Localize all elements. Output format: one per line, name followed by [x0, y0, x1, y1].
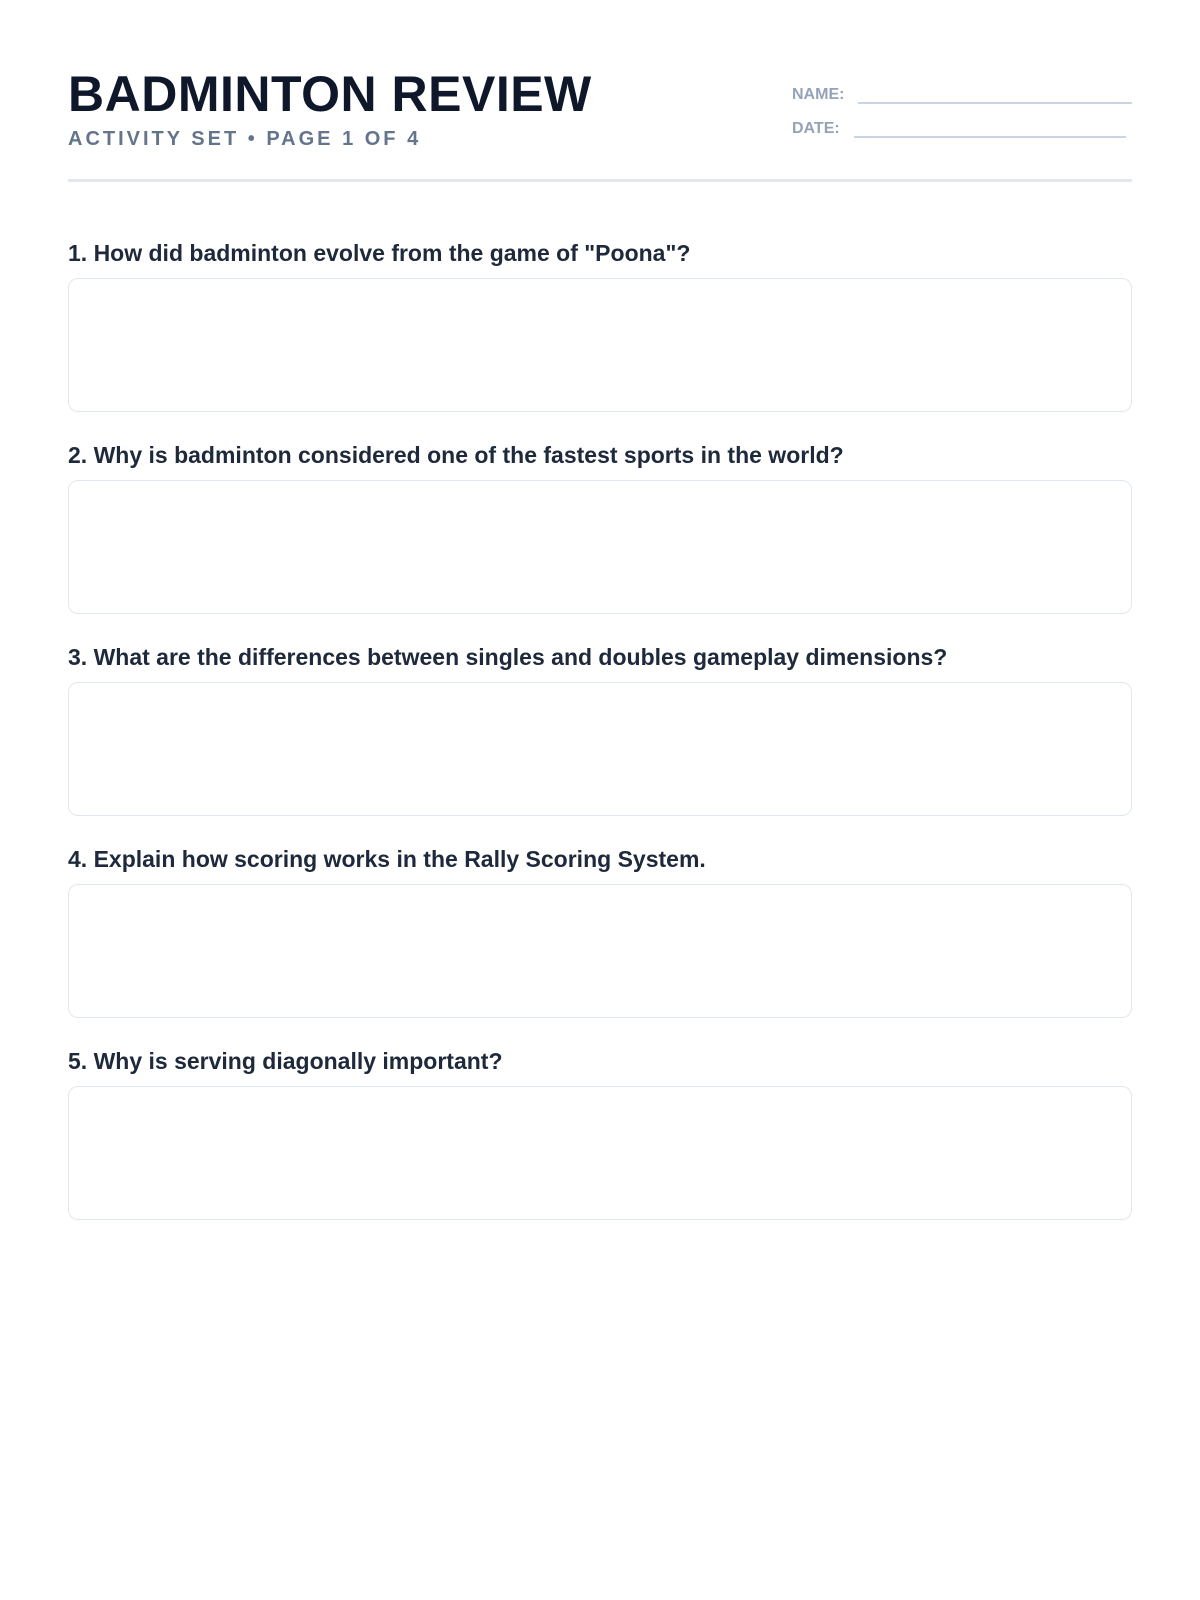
date-field[interactable]: [854, 136, 1126, 138]
date-row: [792, 116, 1132, 138]
question-item: [68, 440, 1132, 642]
date-label: DATE:: [792, 120, 840, 137]
question-text: 2. Why is badminton considered one of the fastest sports in the world?: [68, 442, 844, 468]
answer-box[interactable]: [68, 1086, 1132, 1220]
question-item: [68, 642, 1132, 844]
answer-box[interactable]: [68, 480, 1132, 614]
name-label: NAME:: [792, 86, 845, 103]
student-info: [792, 82, 1132, 150]
page-subtitle: ACTIVITY SET • PAGE 1 OF 4: [68, 128, 422, 150]
question-item: [68, 238, 1132, 440]
worksheet-header: [68, 0, 1132, 182]
answer-box[interactable]: [68, 278, 1132, 412]
question-text: 1. How did badminton evolve from the game of "Poona"?: [68, 240, 691, 266]
question-list: [68, 238, 1132, 1248]
name-row: [792, 82, 1132, 104]
question-item: [68, 844, 1132, 1046]
page-title: BADMINTON REVIEW: [68, 66, 592, 122]
answer-box[interactable]: [68, 682, 1132, 816]
answer-box[interactable]: [68, 884, 1132, 1018]
question-text: 4. Explain how scoring works in the Rally Scoring System.: [68, 846, 706, 872]
question-text: 5. Why is serving diagonally important?: [68, 1048, 503, 1074]
question-item: [68, 1046, 1132, 1248]
name-field[interactable]: [858, 102, 1132, 104]
question-text: 3. What are the differences between singles and doubles gameplay dimensions?: [68, 644, 948, 670]
